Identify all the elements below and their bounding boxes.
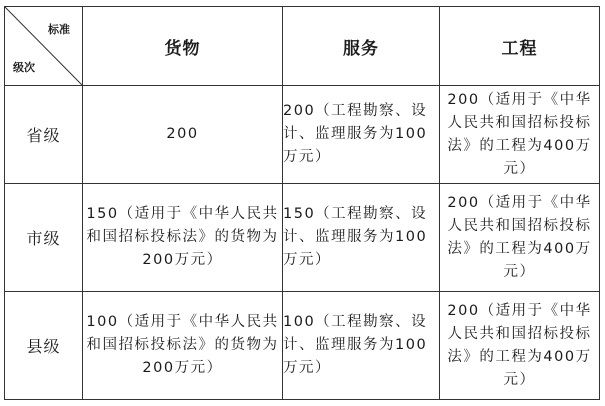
procurement-threshold-table <box>4 6 600 400</box>
cell-services: 100（工程勘察、设计、监理服务为100万元） <box>283 292 440 400</box>
row-level-label: 县级 <box>5 292 83 400</box>
table-row-provincial <box>5 86 600 184</box>
cell-goods: 150（适用于《中华人民共和国招标投标法》的货物为200万元） <box>83 184 283 292</box>
cell-works: 200（适用于《中华人民共和国招标投标法》的工程为400万元） <box>440 86 600 184</box>
cell-works: 200（适用于《中华人民共和国招标投标法》的工程为400万元） <box>440 184 600 292</box>
row-level-label: 省级 <box>5 86 83 184</box>
corner-standard-label: 标准 <box>48 23 70 36</box>
table-row-county <box>5 292 600 400</box>
corner-header-cell <box>5 7 83 86</box>
cell-goods: 200 <box>83 86 283 184</box>
table-row-municipal <box>5 184 600 292</box>
header-services: 服务 <box>283 7 440 86</box>
cell-goods: 100（适用于《中华人民共和国招标投标法》的货物为200万元） <box>83 292 283 400</box>
header-row <box>5 7 600 86</box>
cell-services: 150（工程勘察、设计、监理服务为100万元） <box>283 184 440 292</box>
cell-services: 200（工程勘察、设计、监理服务为100万元） <box>283 86 440 184</box>
header-goods: 货物 <box>83 7 283 86</box>
header-works: 工程 <box>440 7 600 86</box>
row-level-label: 市级 <box>5 184 83 292</box>
corner-level-label: 级次 <box>13 61 35 74</box>
cell-works: 200（适用于《中华人民共和国招标投标法》的工程为400万元） <box>440 292 600 400</box>
